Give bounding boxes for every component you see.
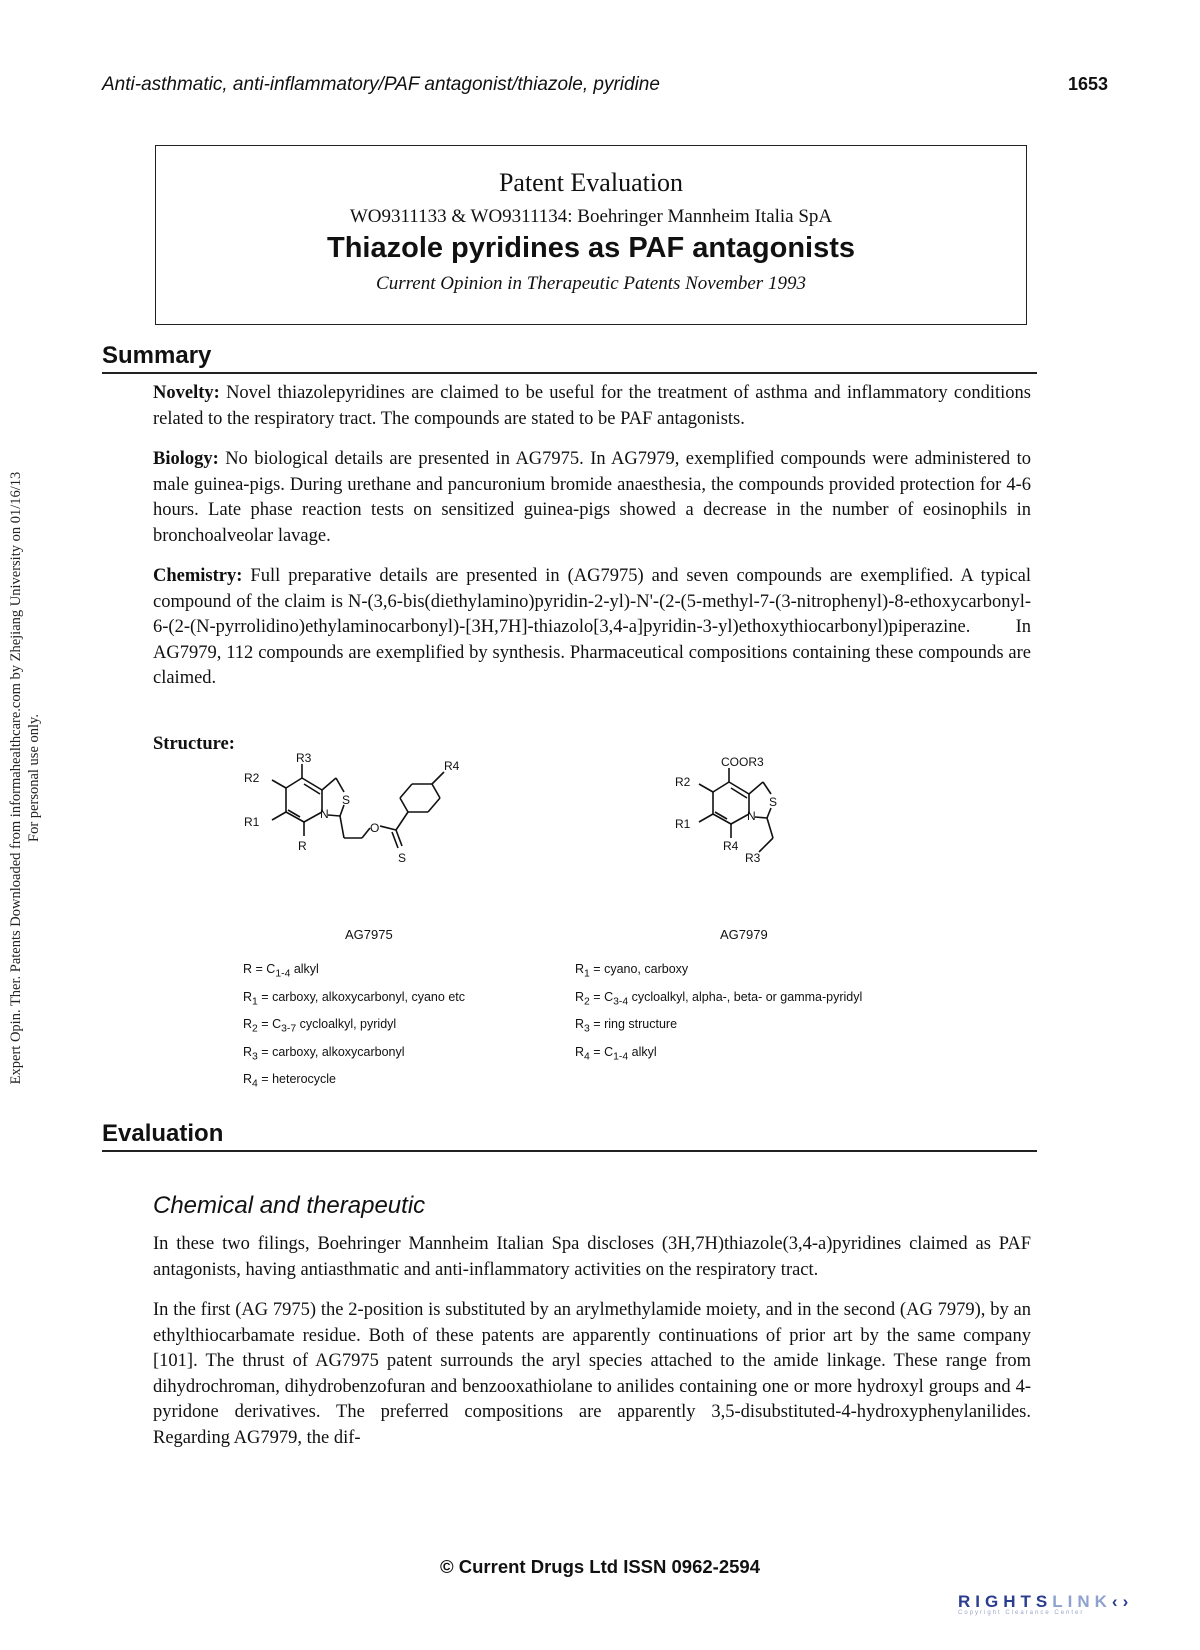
biology-paragraph (153, 447, 1031, 549)
substituent-row: $R_1$ = cyano, carboxy (575, 962, 689, 980)
structure-ag7979 (675, 755, 835, 907)
label-r4: R4 (444, 759, 460, 773)
patent-numbers: WO9311133 & WO9311134: Boehringer Mannheim Italia SpA (349, 206, 833, 227)
substituent-row: $R_2 = C_{3-7}$ cycloalkyl, pyridyl (243, 1017, 397, 1035)
label-r2: R2 (675, 775, 691, 789)
watermark-line-1: Expert Opin. Ther. Patents Downloaded from informahealthcare.com by Zhejiang University on 01/16/13 (8, 471, 24, 1085)
evaluation-paragraph-1: In these two filings, Boehringer Mannheim Italian Spa discloses (3H,7H)thiazole(3,4-a)pyridines claimed as PAF antagonists, having antiasthmatic and anti-inflammatory activities on the respiratory tract. (153, 1234, 1031, 1280)
chemistry-paragraph (153, 564, 1031, 692)
substituent-row: $R = C_{1-4}$ alkyl (243, 962, 319, 980)
chemistry-label: Chemistry: (153, 566, 243, 586)
label-s-ring: S (769, 795, 778, 809)
rightslink-wordmark: RIGHTSLINK‹› (958, 1592, 1134, 1611)
compound-name-ag7975: AG7975 (345, 927, 393, 942)
download-watermark (7, 408, 43, 1148)
label-o: O (370, 821, 380, 835)
rightslink-tagline: Copyright Clearance Center (958, 1610, 1085, 1616)
structure-label: Structure: (153, 734, 235, 754)
substituent-row: $R_2 = C_{3-4}$ cycloalkyl, alpha-, beta- or gamma-pyridyl (575, 989, 863, 1007)
molecule-diagram-ag7979 (675, 755, 835, 902)
label-s-ring: S (342, 793, 351, 807)
title-box (155, 145, 1027, 325)
chemical-therapeutic-subheading: Chemical and therapeutic (153, 1192, 426, 1219)
novelty-text: Novel thiazolepyridines are claimed to be useful for the treatment of asthma and inflammatory conditions related to the respiratory tract. The compounds are stated to be PAF antagonists. (153, 383, 1031, 429)
chevron-icon: ‹› (1111, 1592, 1134, 1611)
page-number: 1653 (1068, 74, 1109, 94)
substituent-row: $R_3$ = ring structure (575, 1017, 678, 1035)
substituent-row: $R_4 = C_{1-4}$ alkyl (575, 1044, 657, 1062)
journal-citation: Current Opinion in Therapeutic Patents November 1993 (376, 273, 806, 294)
summary-body (153, 381, 1031, 707)
substituents-ag7979 (575, 958, 862, 1068)
molecule-diagram-ag7975 (240, 751, 500, 900)
article-title: Thiazole pyridines as PAF antagonists (326, 232, 856, 264)
watermark-line-2: For personal use only. (26, 714, 42, 842)
running-head: Anti-asthmatic, anti-inflammatory/PAF antagonist/thiazole, pyridine (102, 74, 660, 95)
substituents-ag7975 (243, 958, 465, 1096)
label-r1: R1 (244, 815, 260, 829)
novelty-label: Novelty: (153, 383, 220, 403)
substituent-row: $R_3$ = carboxy, alkoxycarbonyl (243, 1044, 405, 1062)
label-r4: R4 (723, 839, 739, 853)
chemistry-text: Full preparative details are presented in (AG7975) and seven compounds are exemplified. A typical compound of the claim is N-(3,6-bis(diethylamino)pyridin-2-yl)-N'-(2-(5-methyl-7-(3-nitrophenyl)-8-ethoxycarbonyl-6-(2-(N-pyrrolidino)ethylaminocarbonyl)-[3H,7H]-thiazolo[3,4-a]pyridin-3-yl)ethoxythiocarbonyl)piperazine. In AG7979, 112 compounds are exemplified by synthesis. Pharmaceutical compositions containing these compounds are claimed. (153, 566, 1031, 688)
label-r1: R1 (675, 817, 691, 831)
substituent-row: $R_1$ = carboxy, alkoxycarbonyl, cyano etc (243, 989, 465, 1007)
biology-text: No biological details are presented in AG7975. In AG7979, exemplified compounds were administered to male guinea-pigs. During urethane and pancuronium bromide anaesthesia, the compounds provided protection for 4-6 hours. Late phase reaction tests on sensitized guinea-pigs showed a decrease in the number of eosinophils in bronchoalveolar lavage. (153, 449, 1031, 546)
evaluation-label: Patent Evaluation (498, 168, 684, 197)
novelty-paragraph (153, 381, 1031, 432)
label-n: N (320, 807, 329, 821)
evaluation-paragraph-2: In the first (AG 7975) the 2-position is substituted by an arylmethylamide moiety, and in the second (AG 7979), by an ethylthiocarbamate residue. Both of these patents are apparently continuations of prior art by the same company [101]. The thrust of AG7975 patent surrounds the aryl species attached to the amide linkage. These range from dihydrochroman, dihydrobenzofuran and benzooxathiolane to anilides containing one or more hydroxyl groups and 4-pyridone derivatives. The preferred compositions are apparently 3,5-disubstituted-4-hydroxyphenylanilides. Regarding AG7979, the dif- (153, 1300, 1031, 1448)
label-r3: R3 (296, 751, 312, 765)
structure-ag7975 (240, 751, 500, 905)
rightslink-logo[interactable] (958, 1592, 1133, 1616)
evaluation-body (153, 1232, 1031, 1466)
label-s-thio: S (398, 851, 407, 865)
label-r: R (298, 839, 307, 853)
biology-label: Biology: (153, 449, 219, 469)
label-coor3: COOR3 (721, 755, 764, 769)
evaluation-heading: Evaluation (102, 1120, 1037, 1152)
substituent-row: $R_4$ = heterocycle (243, 1072, 336, 1090)
summary-heading: Summary (102, 342, 1037, 374)
copyright-footer: © Current Drugs Ltd ISSN 0962-2594 (439, 1556, 760, 1577)
label-r3: R3 (745, 851, 761, 865)
label-r2: R2 (244, 771, 260, 785)
compound-name-ag7979: AG7979 (720, 927, 768, 942)
label-n: N (747, 809, 756, 823)
